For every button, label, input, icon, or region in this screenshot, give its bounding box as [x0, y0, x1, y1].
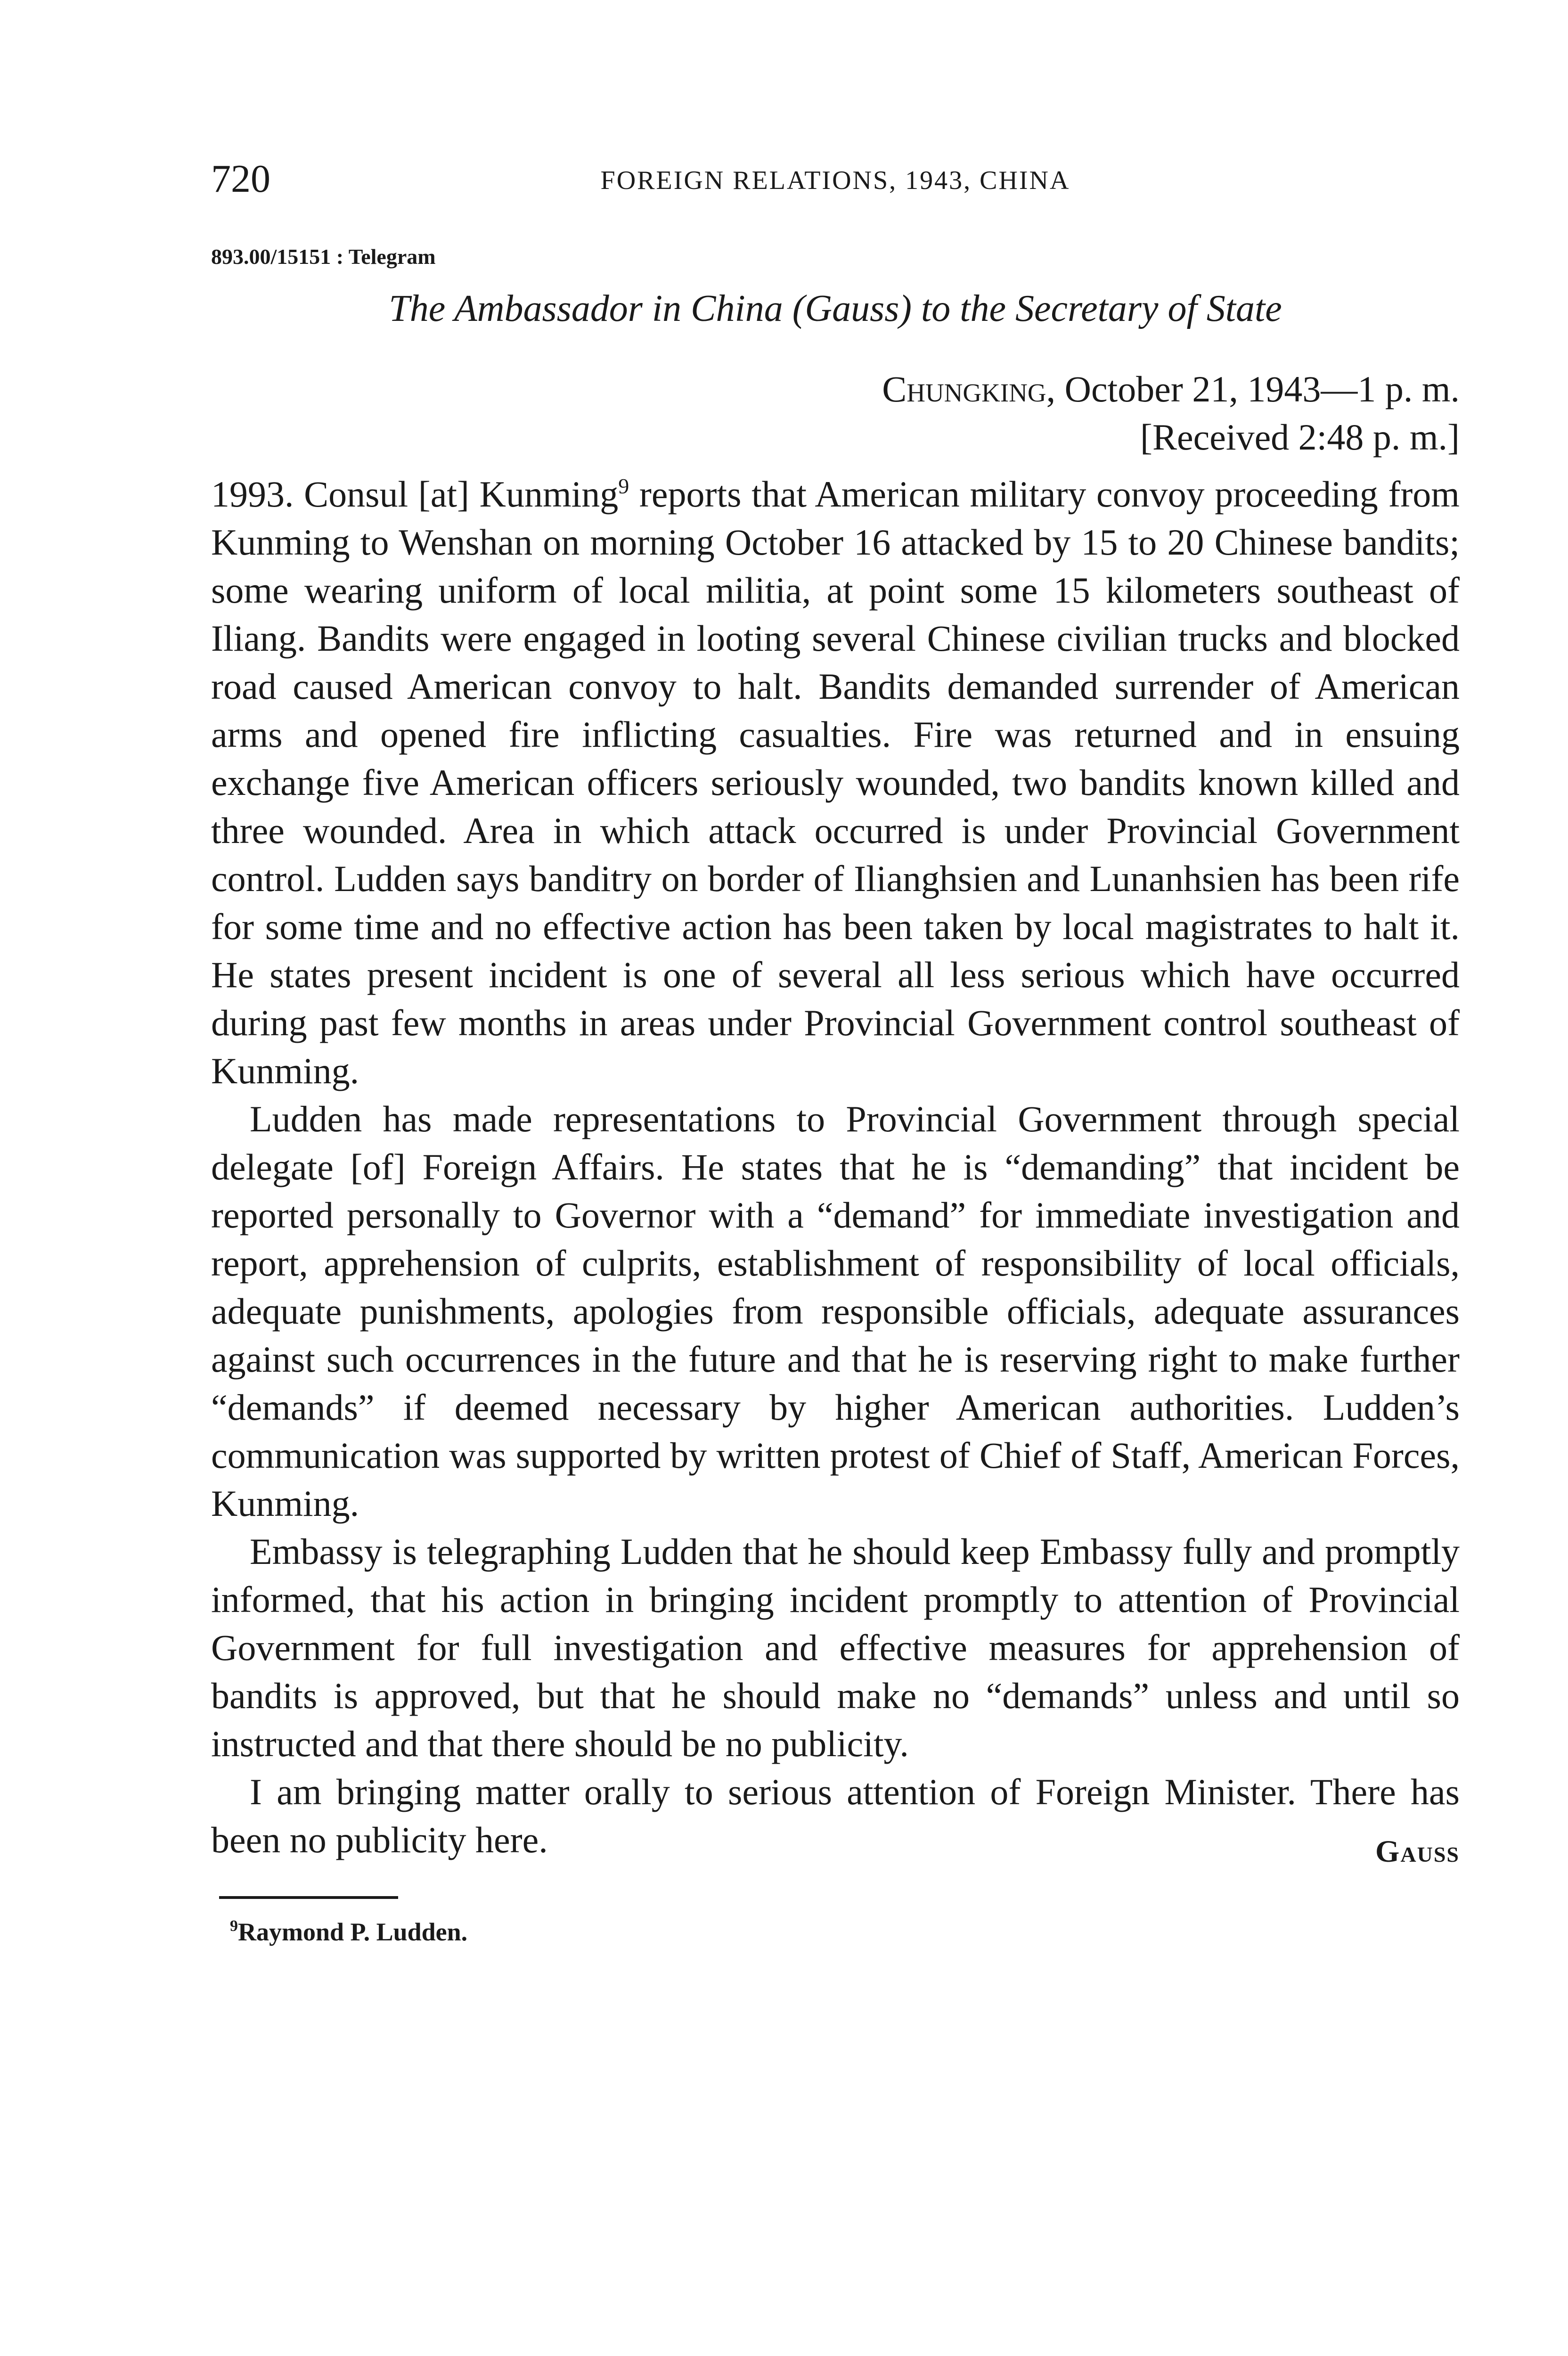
- page-number: 720: [211, 157, 270, 201]
- paragraph-1-lead: 1993. Consul [at] Kunming: [211, 474, 619, 515]
- paragraph-1: [211, 470, 1460, 1095]
- file-reference: 893.00/15151 : Telegram: [211, 245, 436, 269]
- date-time: October 21, 1943—1 p. m.: [1064, 368, 1460, 409]
- footnote: [230, 1913, 467, 1951]
- dateline: [882, 365, 1460, 461]
- footnote-divider: [219, 1896, 398, 1899]
- date-line: [882, 365, 1460, 413]
- paragraph-2: Ludden has made representations to Provincial Government through special delegate [of] Foreign Affairs. He states that he is “demanding” that incident be reported personally to Governor with a “demand” for immediate investigation and report, apprehension of culprits, establishment of responsibility of local officials, adequate punishments, apologies from responsible officials, adequate assurances against such occurrences in the future and that he is reserving right to make further “demands” if deemed necessary by higher American authorities. Ludden’s communication was supported by written protest of Chief of Staff, American Forces, Kunming.: [211, 1098, 1460, 1524]
- telegram-body: [211, 470, 1460, 1864]
- signature: Gauss: [1375, 1834, 1460, 1869]
- place-name: Chungking,: [882, 368, 1056, 409]
- paragraph-4: I am bringing matter orally to serious attention of Foreign Minister. There has been no publicity here.: [211, 1771, 1460, 1860]
- document-title: The Ambassador in China (Gauss) to the Secretary of State: [389, 288, 1282, 329]
- footnote-text: Raymond P. Ludden.: [238, 1918, 468, 1946]
- paragraph-1-text: reports that American military convoy proceeding from Kunming to Wenshan on morning October 16 attacked by 15 to 20 Chinese bandits; some wearing uniform of local militia, at point some 15 kilometers southeast of Iliang. Bandits were engaged in looting several Chinese civilian trucks and blocked road caused American convoy to halt. Bandits demanded surrender of American arms and opened fire inflicting casualties. Fire was returned and in ensuing exchange five American officers seriously wounded, two bandits known killed and three wounded. Area in which attack occurred is under Provincial Government control. Ludden says banditry on border of Ilianghsien and Lunanhsien has been rife for some time and no effective action has been taken by local magistrates to halt it. He states present incident is one of several all less serious which have occurred during past few months in areas under Provincial Government control southeast of Kunming.: [211, 474, 1460, 1091]
- footnote-mark: 9: [230, 1917, 238, 1935]
- paragraph-3: Embassy is telegraphing Ludden that he should keep Embassy fully and promptly informed, that his action in bringing incident promptly to attention of Provincial Government for full investigation and effective measures for apprehension of bandits is approved, but that he should make no “demands” unless and until so instructed and that there should be no publicity.: [211, 1531, 1460, 1764]
- footnote-reference: 9: [618, 474, 629, 498]
- received-line: [Received 2:48 p. m.]: [1140, 417, 1460, 458]
- running-head: FOREIGN RELATIONS, 1943, CHINA: [600, 166, 1070, 195]
- page-header: [211, 155, 1460, 203]
